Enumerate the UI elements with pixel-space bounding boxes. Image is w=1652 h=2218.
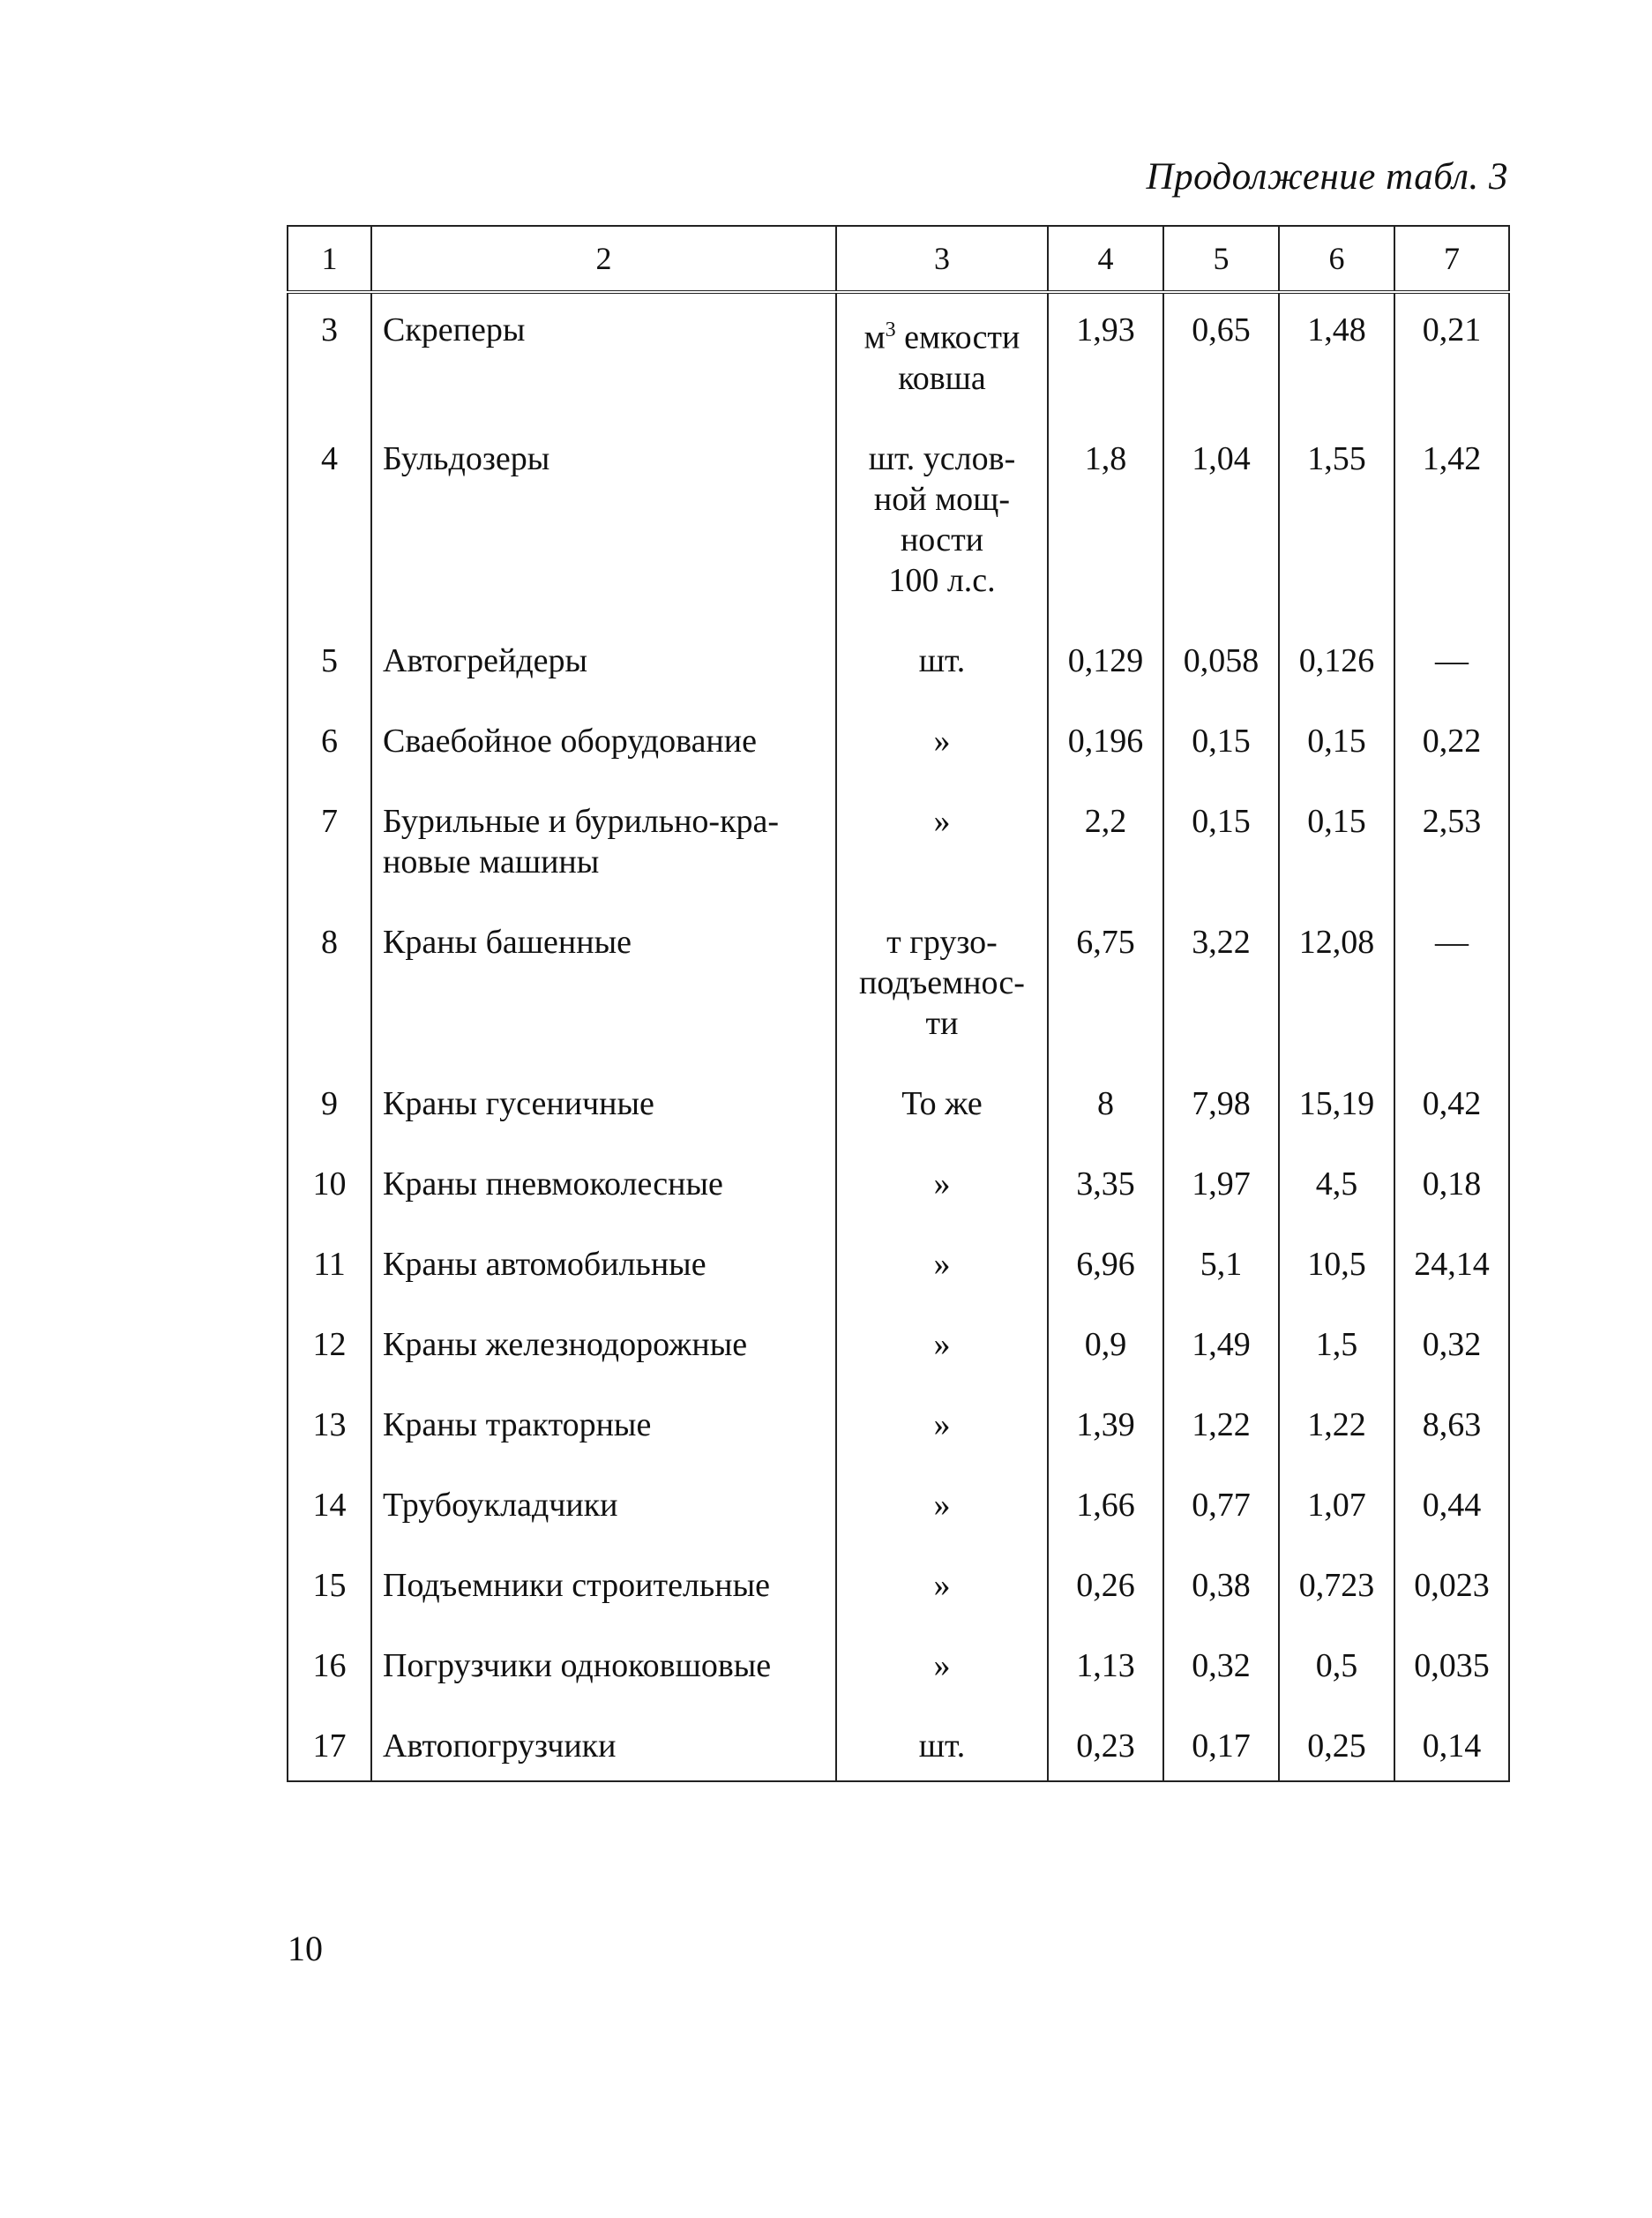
row-number: 14 bbox=[288, 1485, 371, 1525]
value-cell: 0,5 bbox=[1279, 1645, 1394, 1686]
unit-cell: шт. bbox=[836, 641, 1048, 681]
table-row bbox=[288, 292, 1509, 399]
machine-name: Бульдозеры bbox=[371, 438, 836, 601]
unit-cell: » bbox=[836, 801, 1048, 882]
machinery-table bbox=[287, 225, 1510, 1782]
machine-name: Краны железнодорожные bbox=[371, 1324, 836, 1365]
unit-cell: » bbox=[836, 721, 1048, 761]
row-number: 10 bbox=[288, 1164, 371, 1204]
value-cell: 3,22 bbox=[1163, 922, 1279, 1044]
row-number: 4 bbox=[288, 438, 371, 601]
table-row bbox=[288, 438, 1509, 601]
value-cell: 1,07 bbox=[1279, 1485, 1394, 1525]
unit-cell: шт. bbox=[836, 1726, 1048, 1781]
value-cell: 0,21 bbox=[1394, 292, 1509, 399]
value-cell: 1,49 bbox=[1163, 1324, 1279, 1365]
machine-name: Краны башенные bbox=[371, 922, 836, 1044]
value-cell: 24,14 bbox=[1394, 1244, 1509, 1285]
value-cell: 0,18 bbox=[1394, 1164, 1509, 1204]
table-row bbox=[288, 1645, 1509, 1686]
value-cell: 0,196 bbox=[1048, 721, 1163, 761]
value-cell: 2,53 bbox=[1394, 801, 1509, 882]
machine-name: Трубоукладчики bbox=[371, 1485, 836, 1525]
value-cell: 1,04 bbox=[1163, 438, 1279, 601]
value-cell: 4,5 bbox=[1279, 1164, 1394, 1204]
value-cell: 1,93 bbox=[1048, 292, 1163, 399]
table-row bbox=[288, 1565, 1509, 1606]
unit-cell: » bbox=[836, 1324, 1048, 1365]
row-number: 9 bbox=[288, 1083, 371, 1124]
unit-cell: т грузо- подъемнос- ти bbox=[836, 922, 1048, 1044]
unit-cell: $м^3$ емкости ковша bbox=[836, 292, 1048, 399]
table-row bbox=[288, 1083, 1509, 1124]
row-number: 6 bbox=[288, 721, 371, 761]
value-cell: 1,22 bbox=[1279, 1405, 1394, 1445]
value-cell: 15,19 bbox=[1279, 1083, 1394, 1124]
value-cell: 0,22 bbox=[1394, 721, 1509, 761]
table-row bbox=[288, 1405, 1509, 1445]
value-cell: 0,44 bbox=[1394, 1485, 1509, 1525]
value-cell: 0,42 bbox=[1394, 1083, 1509, 1124]
value-cell: 3,35 bbox=[1048, 1164, 1163, 1204]
value-cell: 1,5 bbox=[1279, 1324, 1394, 1365]
machine-name: Бурильные и бурильно-кра- новые машины bbox=[371, 801, 836, 882]
value-cell: 0,15 bbox=[1163, 801, 1279, 882]
value-cell: 0,15 bbox=[1279, 721, 1394, 761]
value-cell: 8,63 bbox=[1394, 1405, 1509, 1445]
machine-name: Автогрейдеры bbox=[371, 641, 836, 681]
row-number: 17 bbox=[288, 1726, 371, 1781]
value-cell: 6,96 bbox=[1048, 1244, 1163, 1285]
unit-cell: шт. услов- ной мощ- ности 100 л.с. bbox=[836, 438, 1048, 601]
value-cell: 1,48 bbox=[1279, 292, 1394, 399]
value-cell: — bbox=[1394, 641, 1509, 681]
row-number: 11 bbox=[288, 1244, 371, 1285]
value-cell: 0,23 bbox=[1048, 1726, 1163, 1781]
machine-name: Краны пневмоколесные bbox=[371, 1164, 836, 1204]
value-cell: 0,035 bbox=[1394, 1645, 1509, 1686]
unit-cell: » bbox=[836, 1565, 1048, 1606]
row-number: 7 bbox=[288, 801, 371, 882]
row-number: 13 bbox=[288, 1405, 371, 1445]
unit-cell: » bbox=[836, 1405, 1048, 1445]
value-cell: 0,9 bbox=[1048, 1324, 1163, 1365]
table-row bbox=[288, 801, 1509, 882]
machine-name: Краны тракторные bbox=[371, 1405, 836, 1445]
machine-name: Погрузчики одноковшовые bbox=[371, 1645, 836, 1686]
column-header: 7 bbox=[1394, 226, 1509, 292]
value-cell: 0,65 bbox=[1163, 292, 1279, 399]
value-cell: 0,15 bbox=[1279, 801, 1394, 882]
value-cell: 10,5 bbox=[1279, 1244, 1394, 1285]
value-cell: 0,26 bbox=[1048, 1565, 1163, 1606]
value-cell: 0,723 bbox=[1279, 1565, 1394, 1606]
page-number: 10 bbox=[288, 1929, 323, 1968]
table-row bbox=[288, 1324, 1509, 1365]
column-header: 5 bbox=[1163, 226, 1279, 292]
machine-name: Краны автомобильные bbox=[371, 1244, 836, 1285]
value-cell: 0,32 bbox=[1163, 1645, 1279, 1686]
value-cell: 1,55 bbox=[1279, 438, 1394, 601]
unit-cell: » bbox=[836, 1244, 1048, 1285]
value-cell: 12,08 bbox=[1279, 922, 1394, 1044]
column-header: 6 bbox=[1279, 226, 1394, 292]
value-cell: 0,77 bbox=[1163, 1485, 1279, 1525]
table-row bbox=[288, 1244, 1509, 1285]
machine-name: Подъемники строительные bbox=[371, 1565, 836, 1606]
value-cell: 0,14 bbox=[1394, 1726, 1509, 1781]
value-cell: 0,25 bbox=[1279, 1726, 1394, 1781]
value-cell: 6,75 bbox=[1048, 922, 1163, 1044]
value-cell: 8 bbox=[1048, 1083, 1163, 1124]
value-cell: 0,15 bbox=[1163, 721, 1279, 761]
value-cell: 0,17 bbox=[1163, 1726, 1279, 1781]
value-cell: 1,22 bbox=[1163, 1405, 1279, 1445]
machine-name: Скреперы bbox=[371, 292, 836, 399]
row-number: 16 bbox=[288, 1645, 371, 1686]
table-row bbox=[288, 1726, 1509, 1781]
value-cell: 1,97 bbox=[1163, 1164, 1279, 1204]
value-cell: 0,129 bbox=[1048, 641, 1163, 681]
table-row bbox=[288, 641, 1509, 681]
unit-cell: То же bbox=[836, 1083, 1048, 1124]
value-cell: 0,058 bbox=[1163, 641, 1279, 681]
row-number: 3 bbox=[288, 292, 371, 399]
value-cell: 1,42 bbox=[1394, 438, 1509, 601]
value-cell: 1,39 bbox=[1048, 1405, 1163, 1445]
value-cell: 7,98 bbox=[1163, 1083, 1279, 1124]
value-cell: 2,2 bbox=[1048, 801, 1163, 882]
machine-name: Сваебойное оборудование bbox=[371, 721, 836, 761]
column-header: 3 bbox=[836, 226, 1048, 292]
row-number: 5 bbox=[288, 641, 371, 681]
value-cell: 0,126 bbox=[1279, 641, 1394, 681]
value-cell: 0,023 bbox=[1394, 1565, 1509, 1606]
machine-name: Автопогрузчики bbox=[371, 1726, 836, 1781]
table-row bbox=[288, 721, 1509, 761]
column-header: 1 bbox=[288, 226, 371, 292]
value-cell: 1,66 bbox=[1048, 1485, 1163, 1525]
unit-cell: » bbox=[836, 1485, 1048, 1525]
table-row bbox=[288, 922, 1509, 1044]
unit-cell: » bbox=[836, 1645, 1048, 1686]
column-header: 2 bbox=[371, 226, 836, 292]
table-row bbox=[288, 1485, 1509, 1525]
value-cell: — bbox=[1394, 922, 1509, 1044]
value-cell: 1,13 bbox=[1048, 1645, 1163, 1686]
value-cell: 0,32 bbox=[1394, 1324, 1509, 1365]
table-row bbox=[288, 1164, 1509, 1204]
table-header-row bbox=[288, 226, 1509, 292]
value-cell: 1,8 bbox=[1048, 438, 1163, 601]
unit-cell: » bbox=[836, 1164, 1048, 1204]
value-cell: 0,38 bbox=[1163, 1565, 1279, 1606]
row-number: 8 bbox=[288, 922, 371, 1044]
column-header: 4 bbox=[1048, 226, 1163, 292]
value-cell: 5,1 bbox=[1163, 1244, 1279, 1285]
row-number: 12 bbox=[288, 1324, 371, 1365]
table-caption: Продолжение табл. 3 bbox=[1146, 156, 1508, 198]
machine-name: Краны гусеничные bbox=[371, 1083, 836, 1124]
row-number: 15 bbox=[288, 1565, 371, 1606]
